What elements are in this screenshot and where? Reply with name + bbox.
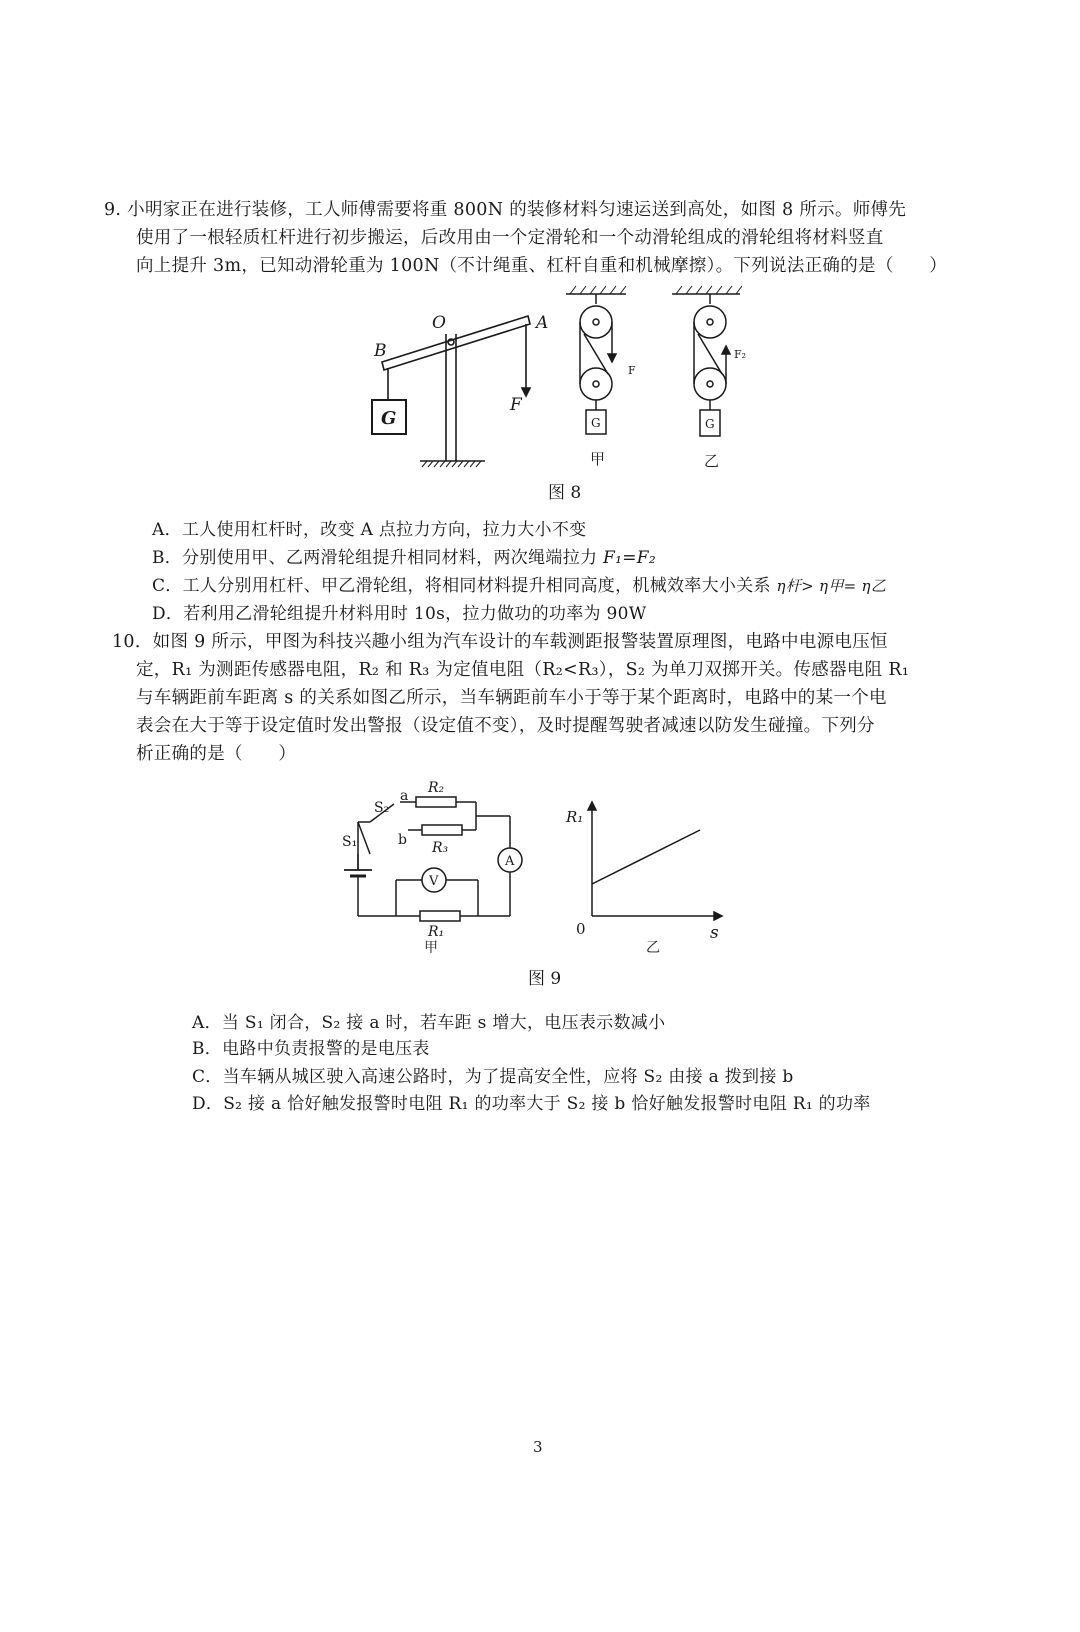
circuit-a: a xyxy=(400,788,409,804)
figure-9-caption: 图 9 xyxy=(528,969,562,989)
lever-label-f: F xyxy=(510,395,522,415)
pulley-jia-block: G xyxy=(591,416,601,430)
q9-option-d: D．若利用乙滑轮组提升材料用时 10s，拉力做功的功率为 90W xyxy=(152,604,647,624)
q10-option-c: C．当车辆从城区驶入高速公路时，为了提高安全性，应将 S₂ 由接 a 拨到接 b xyxy=(192,1067,794,1087)
q10-line-5: 析正确的是（ ） xyxy=(136,744,297,764)
q10-line-4: 表会在大于等于设定值时发出警报（设定值不变），及时提醒驾驶者减速以防发生碰撞。下列分 xyxy=(136,716,875,736)
circuit-s1: S₁ xyxy=(342,834,358,850)
graph-origin: 0 xyxy=(576,920,586,938)
q9-option-c xyxy=(152,571,886,596)
q10-option-a: A．当 S₁ 闭合，S₂ 接 a 时，若车距 s 增大，电压表示数减小 xyxy=(192,1013,666,1033)
circuit-s2: S₂ xyxy=(374,800,390,816)
pulley-yi-name: 乙 xyxy=(704,452,720,470)
figure-8 xyxy=(360,282,760,477)
pulley-jia-force: F xyxy=(628,364,636,377)
lever-diagram xyxy=(372,316,530,467)
q9-line-3: 向上提升 3m，已知动滑轮重为 100N（不计绳重、杠杆自重和机械摩擦）。下列说法正确的是（ ） xyxy=(136,256,948,276)
lever-label-b: B xyxy=(374,341,387,361)
q9-option-c-math: η杆> η甲= η乙 xyxy=(776,577,887,595)
q10-line-2: 定，R₁ 为测距传感器电阻，R₂ 和 R₃ 为定值电阻（R₂<R₃），S₂ 为单刀双掷开关。传感器电阻 R₁ xyxy=(136,660,910,680)
q10-line-3: 与车辆距前车距离 s 的关系如图乙所示，当车辆距前车小于等于某个距离时，电路中的某一个电 xyxy=(136,688,887,708)
circuit-r2: R₂ xyxy=(428,780,445,796)
pulley-jia-name: 甲 xyxy=(590,450,606,468)
q9-option-b-math: F₁=F₂ xyxy=(603,548,656,568)
q10-line-1: 10．如图 9 所示，甲图为科技兴趣小组为汽车设计的车载测距报警装置原理图，电路中电源电压恒 xyxy=(112,632,888,652)
circuit-r1: R₁ xyxy=(428,924,445,940)
page-number: 3 xyxy=(533,1438,543,1456)
circuit-diagram xyxy=(344,797,522,921)
q9-option-b-text: B．分别使用甲、乙两滑轮组提升相同材料，两次绳端拉力 xyxy=(152,548,603,568)
pulley-jia-diagram xyxy=(566,286,626,434)
circuit-name: 甲 xyxy=(424,940,438,956)
q9-line-2: 使用了一根轻质杠杆进行初步搬运，后改用由一个定滑轮和一个动滑轮组成的滑轮组将材料竖直 xyxy=(136,228,884,248)
pulley-yi-block: G xyxy=(705,417,715,431)
lever-label-g: G xyxy=(381,408,397,429)
circuit-v: V xyxy=(429,874,439,889)
r1-s-graph xyxy=(588,802,722,920)
circuit-r3: R₃ xyxy=(432,840,449,856)
graph-name: 乙 xyxy=(646,940,660,956)
graph-x-label: s xyxy=(710,923,719,943)
q9-line-1: 9. 小明家正在进行装修，工人师傅需要将重 800N 的装修材料匀速运送到高处，如图 8 所示。师傅先 xyxy=(104,200,907,220)
q9-option-c-text: C．工人分别用杠杆、甲乙滑轮组，将相同材料提升相同高度，机械效率大小关系 xyxy=(152,576,777,596)
pulley-yi-force: F₂ xyxy=(734,348,747,361)
lever-label-a: A xyxy=(536,313,549,333)
q10-option-d: D．S₂ 接 a 恰好触发报警时电阻 R₁ 的功率大于 S₂ 接 b 恰好触发报警时电阻 R₁ 的功率 xyxy=(192,1094,871,1114)
q9-option-b xyxy=(152,543,656,568)
figure-9 xyxy=(330,774,730,964)
q9-option-a: A．工人使用杠杆时，改变 A 点拉力方向，拉力大小不变 xyxy=(152,520,587,540)
figure-8-caption: 图 8 xyxy=(548,483,582,503)
pulley-yi-diagram xyxy=(672,286,742,436)
graph-y-label: R₁ xyxy=(566,808,584,826)
circuit-b: b xyxy=(398,832,407,848)
lever-label-o: O xyxy=(432,313,446,333)
q10-option-b: B．电路中负责报警的是电压表 xyxy=(192,1039,430,1059)
circuit-a-meter: A xyxy=(505,854,515,869)
